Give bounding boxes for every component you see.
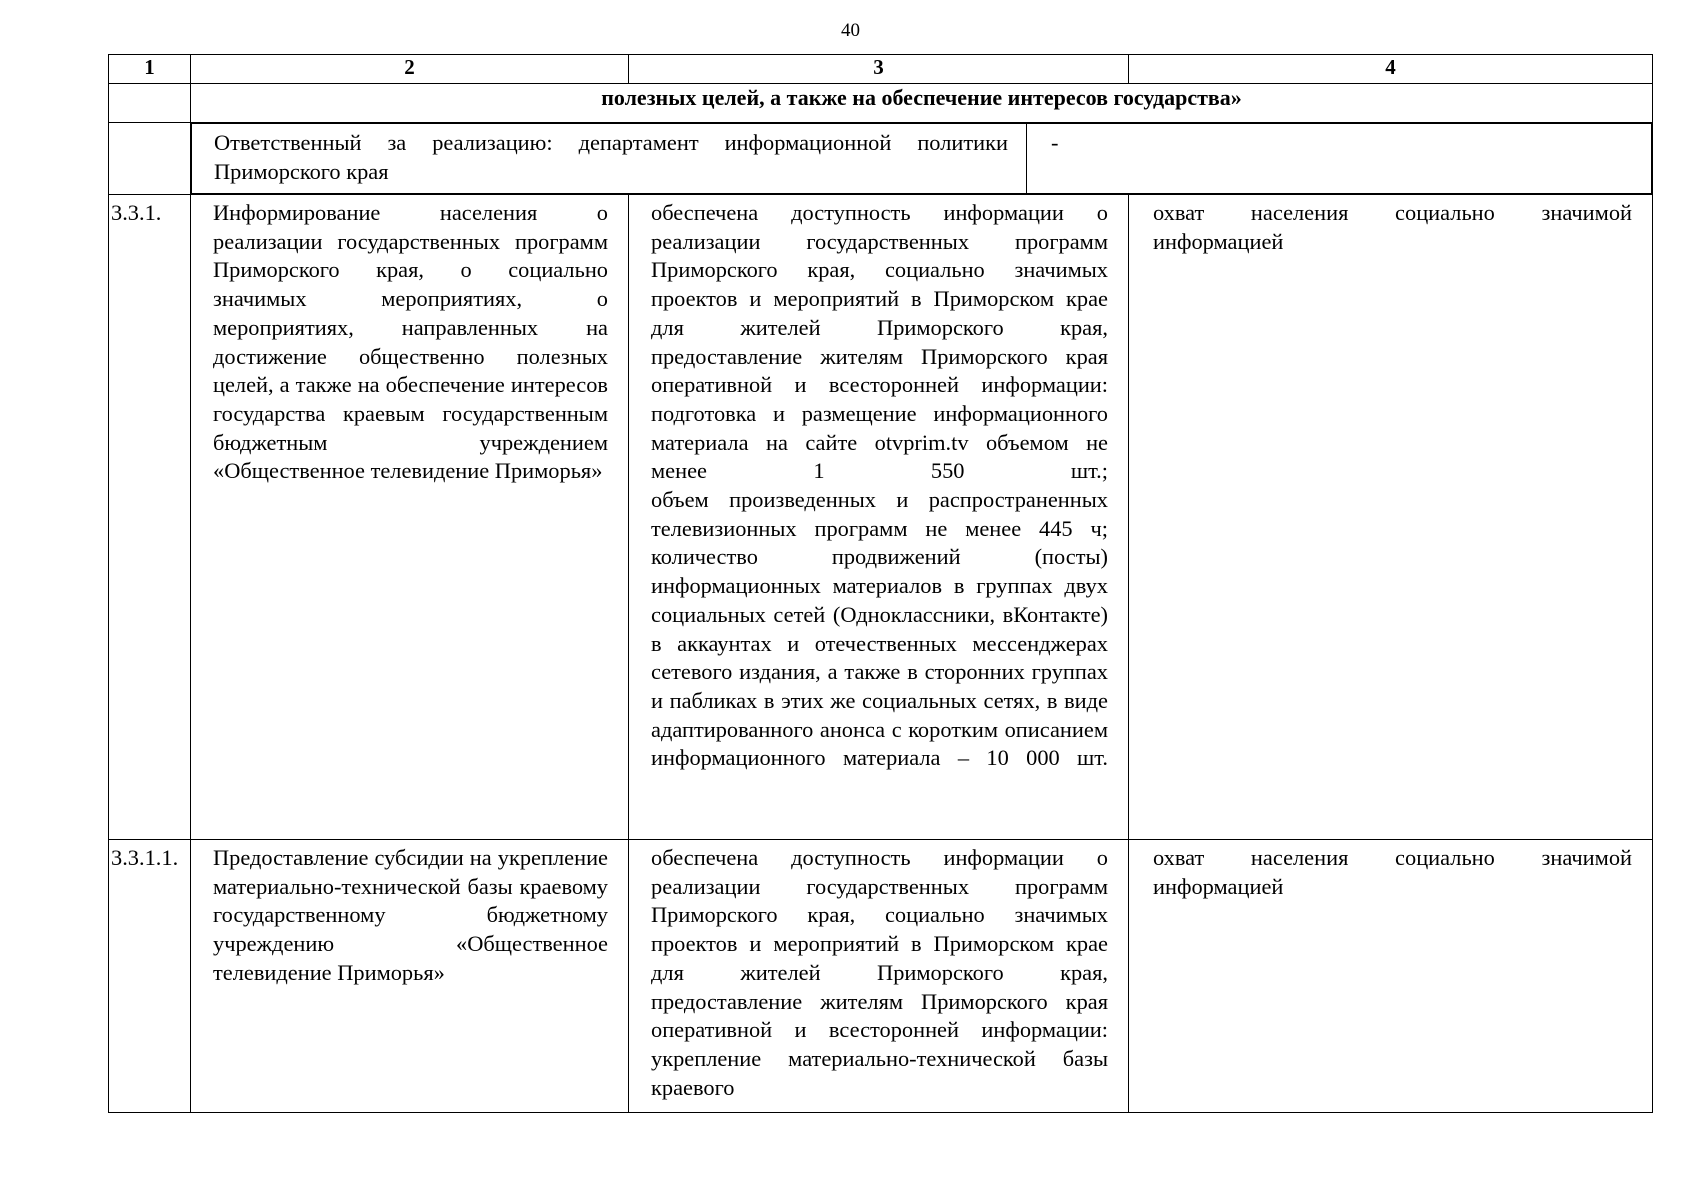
item-result: обеспечена доступность информации о реализации государственных программ Приморского края, социально значимых проектов и мероприятий в Приморском крае для жителей Приморского края, предоставление жителям Приморского края оперативной и всесторонней информации: укрепление материально-технической базы краевого (629, 840, 1129, 1113)
plan-table (108, 54, 1653, 1113)
result-item: количество продвижений (посты) информационных материалов в группах двух социальных сетей (Одноклассники, вКонтакте) в аккаунтах и отечественных мессенджерах сетевого издания, а также в сторонних группах и пабликах в этих же социальных сетях, в виде адаптированного анонса с коротким описанием информационного материала – 10 000 шт. (651, 544, 1108, 771)
item-name: Предоставление субсидии на укрепление материально-технической базы краевому государственному бюджетному учреждению «Общественное телевидение Приморья» (191, 840, 629, 1113)
item-indicator: охват населения социально значимой информацией (1129, 195, 1653, 840)
column-header-row (109, 55, 1653, 84)
column-header-4: 4 (1129, 55, 1653, 84)
item-number: 3.3.1. (109, 195, 191, 840)
column-header-2: 2 (191, 55, 629, 84)
item-name: Информирование населения о реализации государственных программ Приморского края, о социально значимых мероприятиях, о мероприятиях, направленных на достижение общественно полезных целей, а также на обеспечение интересов государства краевым государственным бюджетным учреждением «Общественное телевидение Приморья» (191, 195, 629, 840)
result-intro: обеспечена доступность информации о реализации государственных программ Приморского края, социально значимых проектов и мероприятий в Приморском крае для жителей Приморского края, предоставление жителям Приморского края оперативной и всесторонней информации: (651, 200, 1108, 398)
item-result (629, 195, 1129, 840)
responsible-text: Ответственный за реализацию: департамент информационной политики Приморского края (192, 124, 1027, 194)
table-row (109, 195, 1653, 840)
result-item: подготовка и размещение информационного материала на сайте otvprim.tv объемом не менее 1 550 шт.; (651, 400, 1108, 484)
section-row (109, 84, 1653, 123)
responsible-row (109, 123, 1653, 195)
responsible-value: - (1027, 124, 1652, 194)
item-indicator: охват населения социально значимой информацией (1129, 840, 1653, 1113)
table-row (109, 840, 1653, 1113)
page-number: 40 (841, 20, 860, 41)
section-title: полезных целей, а также на обеспечение интересов государства» (191, 84, 1653, 123)
item-number: 3.3.1.1. (109, 840, 191, 1113)
result-item: объем произведенных и распространенных телевизионных программ не менее 445 ч; (651, 487, 1108, 541)
column-header-3: 3 (629, 55, 1129, 84)
column-header-1: 1 (109, 55, 191, 84)
